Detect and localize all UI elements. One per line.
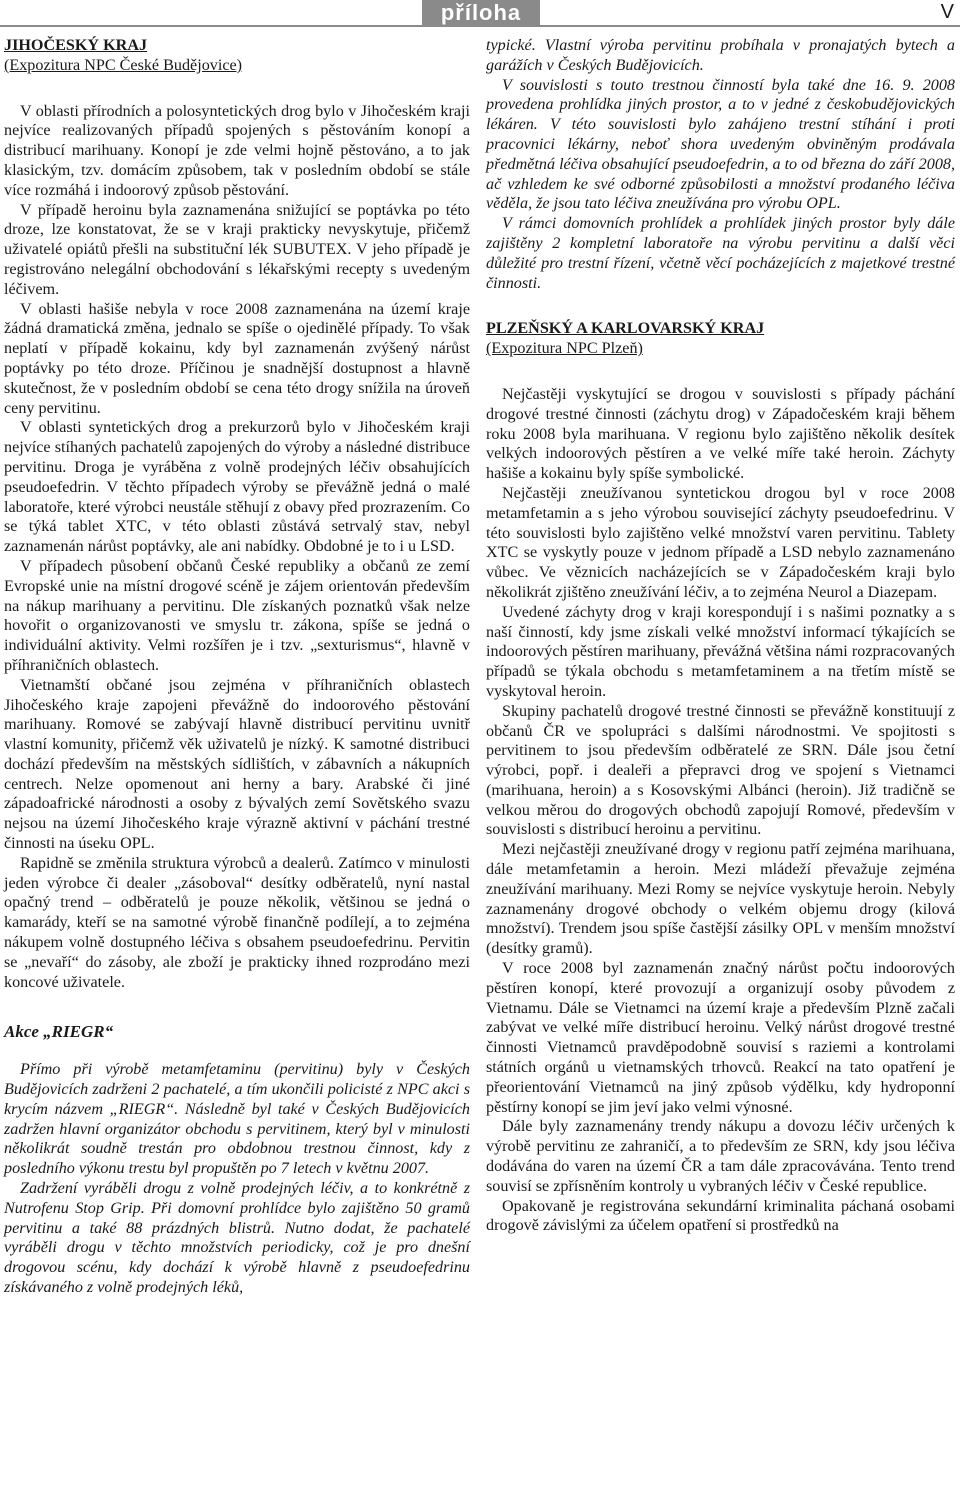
section-subheading-plzensky: (Expozitura NPC Plzeň) [486,340,643,358]
left-column [4,36,470,1298]
paragraph: V oblasti hašiše nebyla v roce 2008 zaznamenána na území kraje žádná dramatická změna, jednalo se spíše o ojedinělé případy. To však neplatí v případě kokainu, kdy byl zaznamenán zvýšený nárůst poptávky po této droze. Příčinou je snadnější dostupnost a hlavně skutečnost, že v posledním období se cena této drogy snížila na úroveň ceny pervitinu. [4,300,470,417]
paragraph: V případech působení občanů České republiky a občanů ze zemí Evropské unie na místní drogové scéně je zájem orientován především na nákup marihuany a pervitinu. Dle získaných poznatků však nelze hovořit o organizovanosti ve smyslu tr. zákona, spíše se jedná o individuální aktivity. Velmi rozšířen je i tzv. „sexturismus“, hlavně v příhraničních oblastech. [4,557,470,674]
box-paragraph: Přímo při výrobě metamfetaminu (pervitinu) byly v Českých Budějovicích zadrženi 2 pachatelé, a tím ukončili policisté z NPC akci s krycím názvem „RIEGR“. Následně byl také v Českých Budějovicích zadržen hlavní organizátor obchodu s pervitinem, který byl v minulosti několikrát soudně trestán pro obdobnou trestnou činnost, kdy z posledního výkonu trestu byl propuštěn po 7 letech v květnu 2007. [4,1061,470,1178]
section-heading-plzensky: PLZEŇSKÝ A KARLOVARSKÝ KRAJ [486,320,765,338]
paragraph: V oblasti syntetických drog a prekurzorů bylo v Jihočeském kraji nejvíce stíhaných pachatelů zapojených do výroby a následné distribuce pervitinu. Droga je vyráběna z volně prodejných léčiv obsahujících pseudoefedrin. V těchto případech výroby se převážně jedná o malé laboratoře, které výrobci neustále stěhují z obavy před prozrazením. Co se týká tablet XTC, v této oblasti zůstává setrvalý stav, nebyl zaznamenán nárůst poptávky, ale ani nabídky. Obdobné je to i u LSD. [4,419,470,556]
box-continued-paragraph: V souvislosti s touto trestnou činností byla také dne 16. 9. 2008 provedena prohlídka jiných prostor, a to v jedné z českobudějovických lékáren. V této souvislosti bylo zahájeno trestní stíhání i proti pracovnici lékárny, neboť shora uvedeným obviněným prodávala předmětná léčiva obsahující pseudoefedrin, a to od března do září 2008, ač vzhledem ke své odborné způsobilosti a množství prodaného léčiva věděla, že jsou tato léčiva zneužívána pro výrobu OPL. [486,76,955,213]
paragraph: Nejčastěji vyskytující se drogou v souvislosti s případy páchání drogové trestné činnosti (záchytu drog) v Západočeském kraji během roku 2008 byla marihuana. V regionu bylo zajištěno několik desítek velkých indoorových pěstíren a ve velké míře také heroin. Záchyty hašiše a kokainu byly spíše symbolické. [486,385,955,483]
box-continued-paragraph: V rámci domovních prohlídek a prohlídek jiných prostor byly dále zajištěny 2 kompletní laboratoře na výrobu pervitinu a další věci důležité pro trestní řízení, včetně věcí pocházejících z majetkové trestné činnosti. [486,215,955,292]
section-heading-jihocesky: JIHOČESKÝ KRAJ [4,37,148,54]
paragraph: Skupiny pachatelů drogové trestné činnosti se převážně konstituují z občanů ČR ve spolupráci s dalšími národnostmi. Ve spojitosti s pervitinem to jsou především odběratelé ze SRN. Dále jsou četní výrobci, popř. i dealeři a přepravci drog ve spojení s Vietnamci (marihuana, heroin) a s Kosovskými Albánci (heroin). Již tradičně se velkou měrou do drogových obchodů zapojují Romové, především v souvislosti s distribucí heroinu a pervitinu. [486,702,955,839]
riegr-case-box [4,1022,470,1297]
paragraph: Nejčastěji zneužívanou syntetickou drogou byl v roce 2008 metamfetamin a s jeho výrobou související záchyty pseudoefedrinu. V této souvislosti bylo zajištěno velké množství varen pervitinu. Tablety XTC se vyskytly pouze v jednom případě a LSD nebylo zaznamenáno vůbec. Ve věznicích nacházejících se v Západočeském kraji bylo několikrát zjištěno zneužívání léčiv, a to zejména Neurol a Diazepam. [486,484,955,601]
box-title: Akce „RIEGR“ [4,1022,114,1042]
box-continued-paragraph: typické. Vlastní výroba pervitinu probíhala v pronajatých bytech a garážích v Českých Budějovicích. [486,37,955,74]
paragraph: V oblasti přírodních a polosyntetických drog bylo v Jihočeském kraji nejvíce realizovaných případů spojených s pěstováním konopí a distribucí marihuany. Konopí je zde velmi hojně pěstováno, a to jak klasickým, tzv. domácím způsobem, tak v posledním období se stále více rozmáhá i indoorový způsob pěstování. [4,102,470,199]
paragraph: Mezi nejčastěji zneužívané drogy v regionu patří zejména marihuana, dále metamfetamin a heroin. Mezi mládeží převažuje zejména zneužívání marihuany. Mezi Romy se nejvíce vyskytuje heroin. Nebyly zaznamenány drogové obchody o velkém objemu drogy (kilová množství). Trendem jsou spíše častější zásilky OPL v menším množství (desítky gramů). [486,841,955,958]
paragraph: V případě heroinu byla zaznamenána snižující se poptávka po této droze, lze konstatovat, že se v kraji prakticky nevyskytuje, přičemž uživatelé opiátů přešli na substituční lék SUBUTEX. V jeho případě je registrováno nelegální obchodování s lékařskými recepty s uvedeným léčivem. [4,201,470,298]
section-subheading-jihocesky: (Expozitura NPC České Budějovice) [4,56,243,74]
right-column [486,36,955,1236]
paragraph: Dále byly zaznamenány trendy nákupu a dovozu léčiv určených k výrobě pervitinu ze zahraničí, a to především ze SRN, kdy jsou léčiva dodávána do varen na území ČR a tam dále zpracovávána. Tento trend souvisí se zpřísněním kontroly u vybraných léčiv v České republice. [486,1118,955,1195]
paragraph: V roce 2008 byl zaznamenán značný nárůst počtu indoorových pěstíren konopí, které provozují a organizují osoby původem z Vietnamu. Dále se Vietnamci na území kraje a především Plzně začali zabývat ve velké míře distribucí heroinu. Velký nárůst drogové trestné činnosti Vietnamců pravděpodobně souvisí s raziemi a kontrolami státních orgánů u vietnamských trhovců. Reakcí na tato opatření je přeorientování Vietnamců na jiný způsob výdělku, kdy hydroponní pěstírny konopí se jim jeví jako velmi výnosné. [486,960,955,1116]
appendix-tab: příloha [422,0,540,26]
box-paragraph: Zadržení vyráběli drogu z volně prodejných léčiv, a to konkrétně z Nutrofenu Stop Grip. Při domovní prohlídce bylo zajištěno 50 gramů pervitinu a také 88 prázdných blistrů. Nutno dodat, že pachatelé vyráběli drogu v těchto množstvích periodicky, což je pro dnešní drogovou scénu, kdy dochází k výrobě hlavně z pseudoefedrinu získávaného z volně prodejných léků, [4,1180,470,1297]
paragraph: Uvedené záchyty drog v kraji korespondují i s našimi poznatky a s naší činností, kdy jsme získali velké množství informací týkajících se indoorových pěstíren marihuany, převážná většina námi rozpracovaných případů se týkala obchodu s metamfetaminem a na třetím místě se vyskytoval heroin. [486,603,955,700]
paragraph: Opakovaně je registrována sekundární kriminalita páchaná osobami drogově závislými za účelem opatření si prostředků na [486,1197,955,1235]
paragraph: Vietnamští občané jsou zejména v příhraničních oblastech Jihočeského kraje zapojeni převážně do indoorového pěstování marihuany. Romové se zabývají hlavně distribucí pervitinu uvnitř vlastní komunity, přičemž věk uživatelů je nízký. K samotné distribuci dochází především na městských sídlištích, v zábavních a nákupních centrech. Nelze opomenout ani herny a bary. Arabské či jiné západoafrické národnosti a osoby z bývalých zemí Sovětského svazu nejsou na území Jihočeského kraje výrazně aktivní v páchání trestné činnosti na úseku OPL. [4,676,470,853]
header-rule [0,25,960,27]
paragraph: Rapidně se změnila struktura výrobců a dealerů. Zatímco v minulosti jeden výrobce či dealer „zásoboval“ desítky odběratelů, nyní nastal opačný trend – odběratelů je pouze několik, většinou se jedná o kamarády, kteří se na samotné výrobě finančně podílejí, a to zejména nákupem volně dostupného léčiva s obsahem pseudoefedrinu. Pervitin se „nevaří“ do zásoby, ale zboží je prakticky ihned rozprodáno mezi koncové uživatele. [4,854,470,991]
page-number: V [940,1,954,23]
